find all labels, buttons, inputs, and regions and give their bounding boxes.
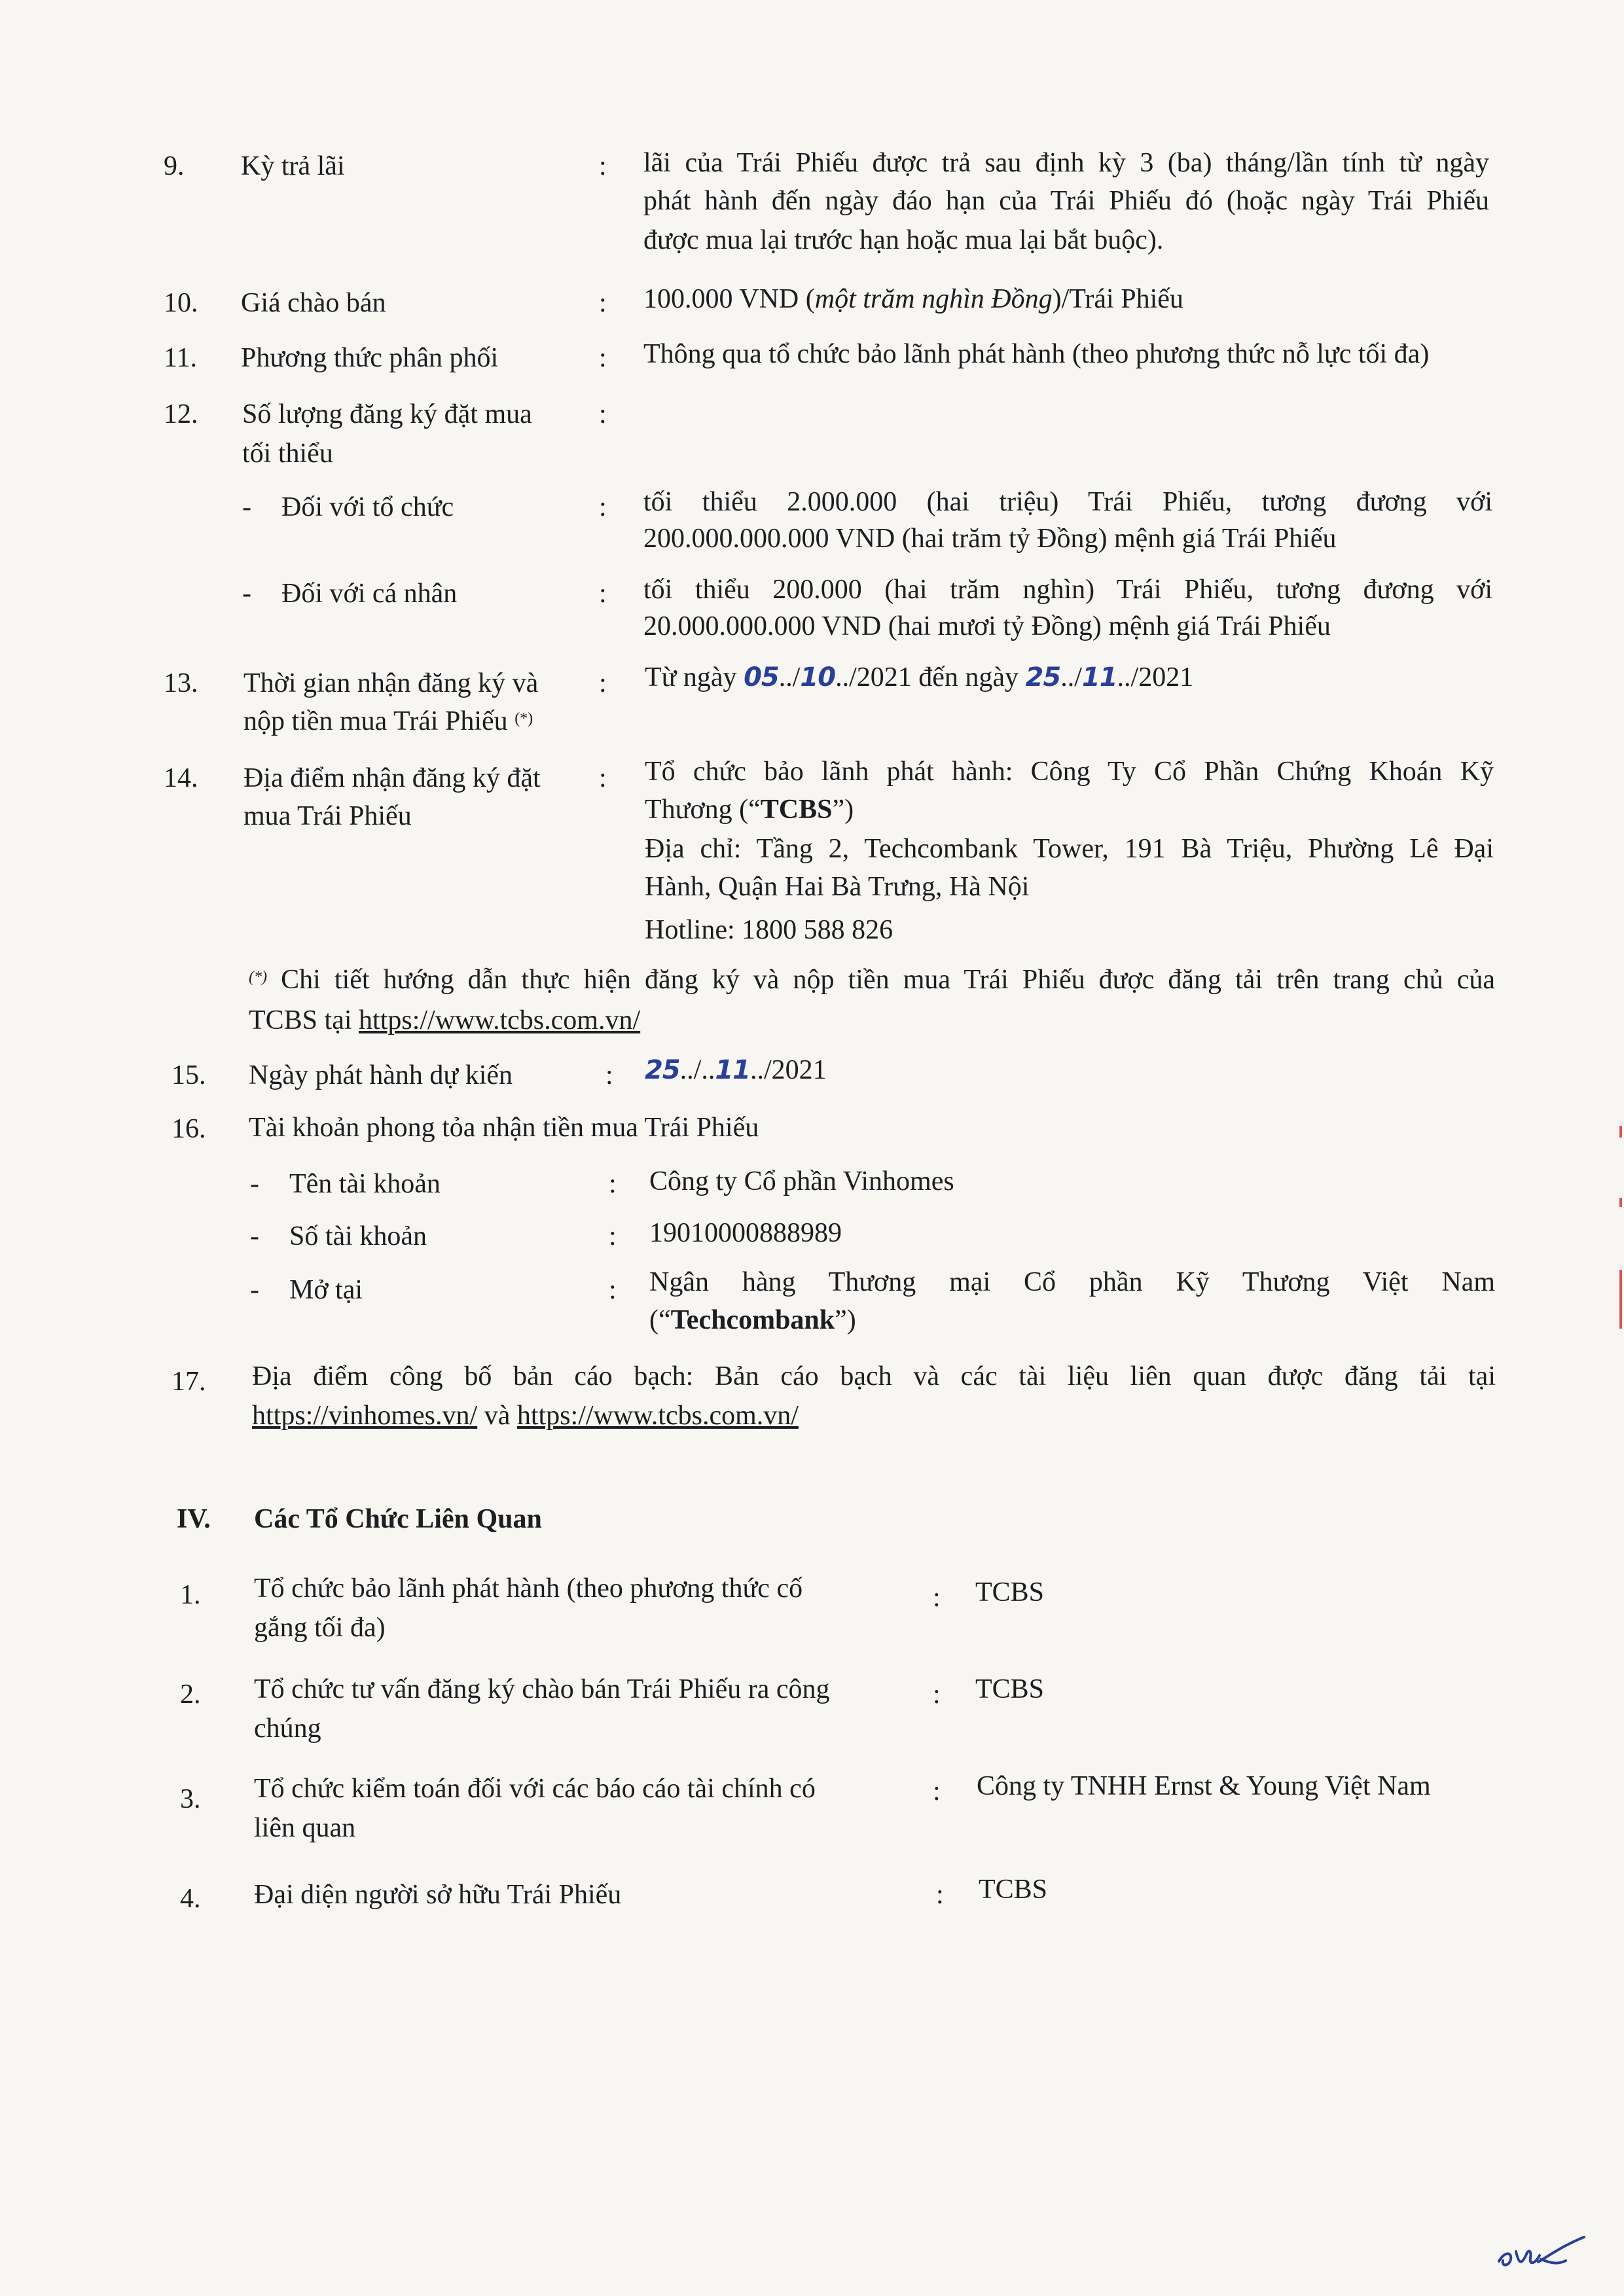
item-17-vinhomes-link[interactable]: https://vinhomes.vn/ [252,1401,478,1431]
item-14-tcbs-bold: TCBS [760,795,833,825]
org-1-number: 1. [180,1580,201,1610]
scan-mark-2 [1619,1198,1622,1207]
item-16-sub-2-dash: - [250,1221,259,1251]
footnote-line-1 [249,961,1495,999]
item-9-label: Kỳ trả lãi [241,151,345,181]
org-2-number: 2. [180,1679,201,1710]
item-13-fill-3: .. [1060,662,1075,692]
item-14-value-line-2-pre: Thương (“ [645,795,761,825]
item-15-colon: : [605,1060,613,1090]
item-10-value-post: )/Trái Phiếu [1052,284,1183,314]
item-16-sub-3-value2-post: ”) [835,1305,856,1335]
item-9-number: 9. [164,151,185,181]
org-3-label-line-2: liên quan [254,1813,356,1843]
item-10-value [643,280,1183,318]
org-2-label-line-1: Tổ chức tư vấn đăng ký chào bán Trái Phiếu ra công [254,1674,830,1704]
item-13-label-line-2-text: nộp tiền mua Trái Phiếu [244,706,508,736]
item-17-tcbs-link[interactable]: https://www.tcbs.com.vn/ [516,1401,799,1431]
item-12-sub-1-value-line-1: tối thiểu 2.000.000 (hai triệu) Trái Phiếu, tương đương với [643,487,1492,517]
item-16-sub-2-label: Số tài khoản [289,1221,427,1251]
item-16-label: Tài khoản phong tỏa nhận tiền mua Trái Phiếu [249,1113,759,1143]
item-15-number: 15. [171,1060,206,1090]
item-12-sub-2-colon: : [599,579,607,609]
item-14-address-line-2: Hành, Quận Hai Bà Trưng, Hà Nội [645,872,1030,902]
item-14-value-line-1: Tổ chức bảo lãnh phát hành: Công Ty Cổ Phần Chứng Khoán Kỹ [645,757,1494,787]
item-12-sub-1-value-line-2: 200.000.000.000 VND (hai trăm tỷ Đồng) mệnh giá Trái Phiếu [643,524,1337,554]
item-16-sub-2-value: 19010000888989 [649,1218,842,1248]
org-3-label-line-1: Tổ chức kiểm toán đối với các báo cáo tài chính có [254,1774,816,1804]
item-9-colon: : [599,151,607,181]
item-12-colon: : [599,399,607,429]
org-1-value: TCBS [975,1577,1045,1607]
item-16-sub-3-value-line-2 [649,1301,856,1339]
org-1-colon: : [933,1583,941,1613]
item-13-label-line-1: Thời gian nhận đăng ký và [244,668,539,698]
item-15-slash: / [693,1055,702,1085]
item-9-value-line-1: lãi của Trái Phiếu được trả sau định kỳ 3 (ba) tháng/lần tính từ ngày [643,148,1489,178]
item-13-fill-2: .. [835,662,850,692]
item-11-number: 11. [164,343,197,373]
org-2-label-line-2: chúng [254,1713,321,1744]
item-13-slash-1: / [792,662,801,692]
item-13-value [645,658,1193,696]
item-17-line-2 [252,1397,799,1435]
item-17-joiner: và [477,1401,517,1431]
item-17-line-1: Địa điểm công bố bản cáo bạch: Bản cáo bạch và các tài liệu liên quan được đăng tải tại [252,1361,1496,1391]
item-10-value-pre: 100.000 VND ( [643,284,815,314]
item-10-colon: : [599,288,607,318]
item-16-sub-2-colon: : [609,1221,617,1251]
org-1-label-line-1: Tổ chức bảo lãnh phát hành (theo phương thức cố [254,1573,803,1604]
item-13-fill-4: .. [1117,662,1131,692]
item-14-label-line-1: Địa điểm nhận đăng ký đặt [244,763,541,793]
item-11-value: Thông qua tổ chức bảo lãnh phát hành (theo phương thức nỗ lực tối đa) [643,339,1430,369]
scan-mark-3 [1619,1270,1622,1329]
footnote-marker: (*) [249,969,267,986]
initials-signature-icon [1492,2225,1591,2278]
item-14-address-line-1: Địa chỉ: Tầng 2, Techcombank Tower, 191 Bà Triệu, Phường Lê Đại [645,834,1494,864]
org-4-value: TCBS [979,1874,1048,1905]
item-14-number: 14. [164,763,198,793]
item-13-colon: : [599,668,607,698]
item-16-sub-3-value-line-1: Ngân hàng Thương mại Cổ phần Kỹ Thương Việt Nam [649,1267,1495,1297]
item-12-label-line-1: Số lượng đăng ký đặt mua [242,399,532,429]
item-15-month: 11 [715,1055,751,1085]
item-11-label: Phương thức phân phối [241,343,499,373]
item-10-label: Giá chào bán [241,288,386,318]
org-2-colon: : [933,1679,941,1710]
item-14-value-line-2-post: ”) [832,795,854,825]
item-12-sub-2-label: Đối với cá nhân [281,579,458,609]
item-15-value [645,1051,827,1089]
item-13-date1-month: 10 [800,662,836,692]
section-iv-number: IV. [177,1504,211,1534]
item-12-sub-1-colon: : [599,492,607,522]
item-14-colon: : [599,763,607,793]
item-13-date1-day: 05 [744,662,779,692]
item-13-value-mid: /2021 đến ngày [849,662,1026,692]
org-3-number: 3. [180,1784,201,1814]
item-10-number: 10. [164,288,198,318]
item-16-sub-3-colon: : [609,1275,617,1305]
footnote-tcbs-link[interactable]: https://www.tcbs.com.vn/ [359,1005,641,1035]
item-16-sub-1-colon: : [609,1169,617,1199]
item-11-colon: : [599,343,607,373]
item-16-techcombank-bold: Techcombank [670,1305,835,1335]
item-15-day: 25 [645,1055,680,1085]
item-13-fill-1: .. [778,662,793,692]
item-12-number: 12. [164,399,198,429]
item-10-value-italic: một trăm nghìn Đồng [814,284,1053,314]
scan-mark-1 [1619,1126,1622,1138]
item-16-number: 16. [171,1114,206,1144]
item-16-sub-3-dash: - [250,1275,259,1305]
item-13-footnote-marker: (*) [514,710,533,727]
item-16-sub-1-label: Tên tài khoản [289,1169,441,1199]
footnote-line-1-text: Chi tiết hướng dẫn thực hiện đăng ký và nộp tiền mua Trái Phiếu được đăng tải trên trang chủ của [281,965,1495,995]
item-13-date2-month: 11 [1081,662,1117,692]
footnote-line-2 [249,1001,640,1039]
item-9-value-line-3: được mua lại trước hạn hoặc mua lại bắt buộc). [643,225,1164,255]
item-12-sub-2-dash: - [242,579,251,609]
item-12-sub-1-label: Đối với tổ chức [281,492,454,522]
section-iv-title: Các Tổ Chức Liên Quan [254,1504,542,1534]
org-3-value: Công ty TNHH Ernst & Young Việt Nam [977,1771,1431,1801]
item-15-fill-3: .. [750,1055,765,1085]
item-13-value-pre: Từ ngày [645,662,744,692]
item-14-hotline: Hotline: 1800 588 826 [645,915,893,945]
item-15-label: Ngày phát hành dự kiến [249,1060,513,1090]
item-12-sub-2-value-line-2: 20.000.000.000 VND (hai mươi tỷ Đồng) mệnh giá Trái Phiếu [643,611,1331,641]
item-12-sub-1-dash: - [242,492,251,522]
item-14-label-line-2: mua Trái Phiếu [244,801,412,831]
item-13-date2-day: 25 [1025,662,1061,692]
org-4-label-line-1: Đại diện người sở hữu Trái Phiếu [254,1880,622,1910]
item-12-label-line-2: tối thiểu [242,439,333,469]
item-15-fill-2: .. [701,1055,715,1085]
item-15-fill-1: .. [679,1055,694,1085]
footnote-line-2-pre: TCBS tại [249,1005,359,1035]
org-4-number: 4. [180,1884,201,1914]
item-16-sub-1-value: Công ty Cổ phần Vinhomes [649,1166,954,1196]
item-17-number: 17. [171,1367,206,1397]
item-16-sub-3-value2-pre: (“ [649,1305,671,1335]
org-2-value: TCBS [975,1674,1045,1704]
org-4-colon: : [936,1880,944,1910]
org-1-label-line-2: gắng tối đa) [254,1613,386,1643]
org-3-colon: : [933,1776,941,1806]
item-16-sub-1-dash: - [250,1169,259,1199]
item-16-sub-3-label: Mở tại [289,1275,363,1305]
item-9-value-line-2: phát hành đến ngày đáo hạn của Trái Phiếu đó (hoặc ngày Trái Phiếu [643,186,1489,216]
item-13-number: 13. [164,668,198,698]
item-15-year: /2021 [764,1055,827,1085]
item-14-value-line-2 [645,791,854,829]
item-13-label-line-2 [244,702,533,740]
item-12-sub-2-value-line-1: tối thiểu 200.000 (hai trăm nghìn) Trái Phiếu, tương đương với [643,575,1492,605]
item-13-value-post: /2021 [1130,662,1194,692]
item-13-slash-2: / [1074,662,1082,692]
